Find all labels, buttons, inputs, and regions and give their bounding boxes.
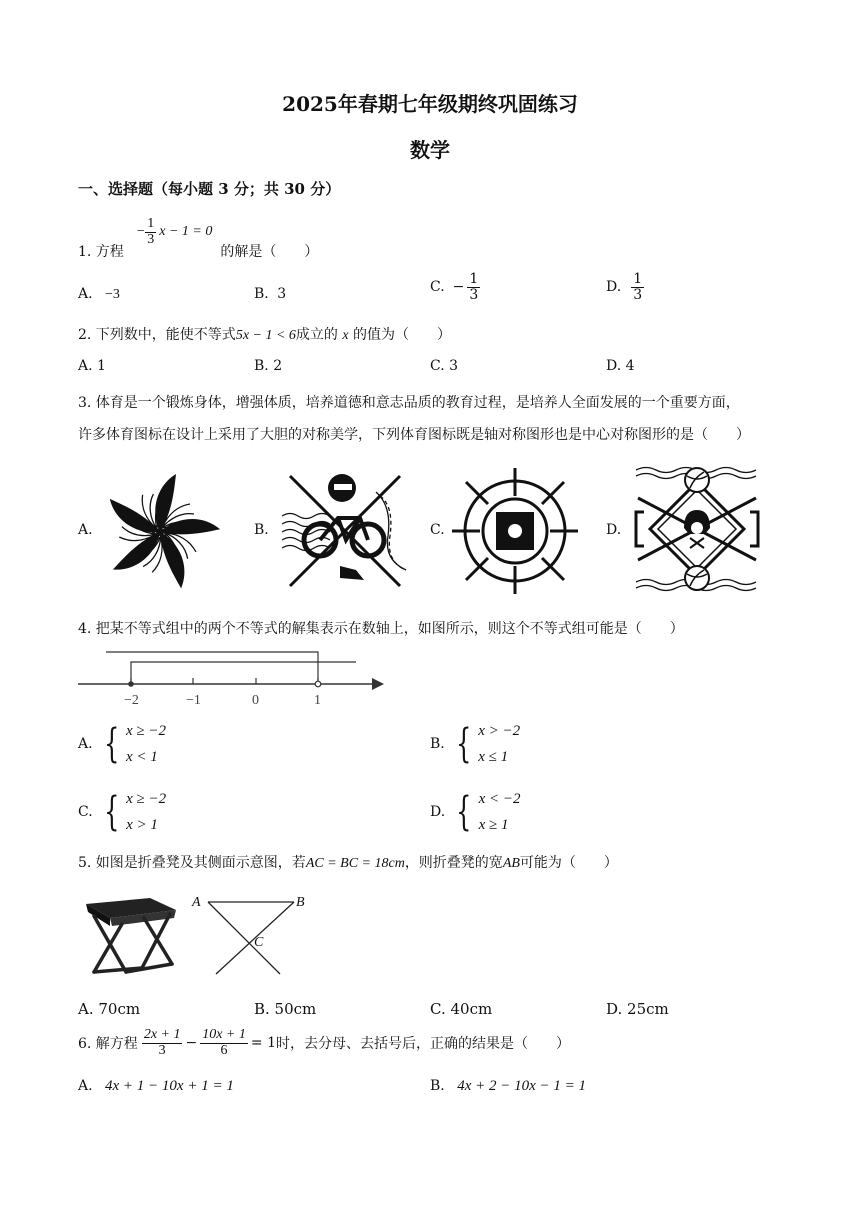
arrow-icon xyxy=(372,678,384,690)
q5-option-b[interactable]: B. 50cm xyxy=(254,1000,317,1018)
q2-text-mid: 成立的 xyxy=(295,327,338,343)
open-point xyxy=(315,681,321,687)
fraction-denominator: 6 xyxy=(220,1042,228,1058)
solution-set-1 xyxy=(131,662,356,684)
question-1-suffix: 的解是（ ） xyxy=(220,244,319,260)
q2-inequality: 5x − 1 < 6 xyxy=(235,328,296,343)
cycling-icon[interactable] xyxy=(280,466,410,596)
question-1 xyxy=(78,216,318,266)
option-value: −3 xyxy=(105,287,120,302)
fraction-numerator: 1 xyxy=(633,271,643,287)
inequality-system xyxy=(99,786,166,838)
option-label: C. xyxy=(430,279,445,296)
question-5 xyxy=(78,852,618,872)
equation-tail: x − 1 = 0 xyxy=(159,224,213,239)
system-line: x > 1 xyxy=(126,817,158,833)
option-label: A. xyxy=(78,286,93,302)
inequality-system xyxy=(99,718,166,770)
system-line: x ≥ 1 xyxy=(478,817,509,833)
system-line: x ≤ 1 xyxy=(478,749,509,765)
q2-option-c[interactable]: C. 3 xyxy=(430,358,459,374)
option-label: B. xyxy=(254,286,269,302)
q6-equals: = 1 xyxy=(250,1035,276,1052)
option-label: B. xyxy=(430,1078,445,1094)
question-3-line-1: 3. 体育是一个锻炼身体，增强体质，培养道德和意志品质的教育过程，是培养人全面发展的一个重要方面， xyxy=(78,395,740,411)
question-1-equation xyxy=(136,217,213,247)
q1-option-d[interactable] xyxy=(606,272,644,302)
option-label: A. xyxy=(78,736,93,752)
fraction-denominator: 3 xyxy=(633,286,643,303)
fraction-numerator: 1 xyxy=(469,271,479,287)
q2-text-after: 的值为（ ） xyxy=(353,327,452,343)
option-sign: − xyxy=(452,279,465,296)
subject-title: 数学 xyxy=(410,138,450,162)
tick-label: −1 xyxy=(186,693,201,708)
q4-option-d[interactable] xyxy=(430,786,521,838)
option-value: 3 xyxy=(277,286,287,302)
volleyball-icon[interactable] xyxy=(632,462,762,596)
q6-minus: − xyxy=(185,1035,198,1052)
brace-icon: { xyxy=(456,789,472,835)
question-3-line-2: 许多体育图标在设计上采用了大胆的对称美学，下列体育图标既是轴对称图形也是中心对称图形的是（ ） xyxy=(78,427,750,443)
q6-prefix: 6. 解方程 xyxy=(78,1036,138,1053)
q3-option-b-label[interactable]: B. xyxy=(254,522,269,538)
page-title: 2025年春期七年级期终巩固练习 xyxy=(282,92,578,116)
tick-label: −2 xyxy=(124,693,139,708)
question-4: 4. 把某不等式组中的两个不等式的解集表示在数轴上，如图所示，则这个不等式组可能是（ ） xyxy=(78,621,684,637)
q1-option-c[interactable] xyxy=(430,272,480,302)
option-label: B. xyxy=(430,736,445,752)
folding-stool-icon xyxy=(80,894,182,978)
target-icon[interactable] xyxy=(450,466,580,596)
system-line: x < 1 xyxy=(126,749,158,765)
option-fraction xyxy=(467,272,480,302)
fraction-numerator: 2x + 1 xyxy=(143,1027,181,1042)
fraction-denominator: 3 xyxy=(158,1042,166,1058)
q4-option-b[interactable] xyxy=(430,718,520,770)
fraction-denominator: 3 xyxy=(469,286,479,303)
solution-set-2 xyxy=(106,652,318,684)
q1-option-b[interactable] xyxy=(254,286,286,302)
closed-point xyxy=(128,681,134,687)
inequality-system xyxy=(451,718,520,770)
system-line: x ≥ −2 xyxy=(126,791,167,807)
q5-text-mid: ，则折叠凳的宽 xyxy=(404,855,503,871)
section-heading: 一、选择题（每小题 3 分；共 30 分） xyxy=(78,180,341,198)
q1-option-a[interactable] xyxy=(78,286,120,303)
option-value: 4x + 2 − 10x − 1 = 1 xyxy=(457,1078,587,1094)
q3-option-c-label[interactable]: C. xyxy=(430,522,445,538)
system-line: x < −2 xyxy=(478,791,521,807)
question-6 xyxy=(78,1028,570,1058)
number-line-diagram xyxy=(76,648,388,710)
system-line: x ≥ −2 xyxy=(126,723,167,739)
point-c-label: C xyxy=(254,935,264,950)
inequality-system xyxy=(451,786,520,838)
q2-option-b[interactable]: B. 2 xyxy=(254,358,283,374)
option-label: D. xyxy=(430,804,446,820)
question-1-prefix: 1. 方程 xyxy=(78,244,124,260)
point-b-label: B xyxy=(296,895,305,910)
q4-option-a[interactable] xyxy=(78,718,166,770)
q3-option-a-label[interactable]: A. xyxy=(78,522,93,538)
system-line: x > −2 xyxy=(478,723,521,739)
fraction-numerator: 1 xyxy=(147,215,155,231)
option-value: 4x + 1 − 10x + 1 = 1 xyxy=(105,1078,234,1094)
q5-var: AB xyxy=(502,856,520,871)
fraction-denominator: 3 xyxy=(147,231,155,247)
q5-option-d[interactable]: D. 25cm xyxy=(606,1000,669,1018)
option-label: C. xyxy=(78,804,93,820)
q6-fraction-2 xyxy=(200,1028,248,1058)
q6-suffix: 时，去分母、去括号后，正确的结果是（ ） xyxy=(275,1036,570,1053)
q2-var: x xyxy=(342,328,349,343)
question-2 xyxy=(78,324,451,344)
q5-text-before: 5. 如图是折叠凳及其侧面示意图，若 xyxy=(78,855,306,871)
option-label: A. xyxy=(78,1078,93,1094)
brace-icon: { xyxy=(103,721,119,767)
q6-option-a[interactable] xyxy=(78,1078,234,1095)
q5-text-after: 可能为（ ） xyxy=(519,855,618,871)
q2-option-a[interactable]: A. 1 xyxy=(78,358,106,374)
q2-option-d[interactable]: D. 4 xyxy=(606,358,635,374)
option-label: D. xyxy=(606,279,622,296)
tick-label: 0 xyxy=(252,693,259,708)
equation-fraction xyxy=(145,217,156,247)
q5-condition: AC = BC = 18cm xyxy=(305,856,405,871)
stool-side-diagram xyxy=(186,890,316,980)
fraction-numerator: 10x + 1 xyxy=(202,1027,246,1042)
q3-option-d-label[interactable]: D. xyxy=(606,522,622,538)
q4-option-c[interactable] xyxy=(78,786,166,838)
brace-icon: { xyxy=(103,789,120,835)
brace-icon: { xyxy=(455,721,472,767)
q5-option-c[interactable]: C. 40cm xyxy=(430,1000,493,1018)
tick-label: 1 xyxy=(314,693,321,708)
q2-text-before: 2. 下列数中，能使不等式 xyxy=(78,327,236,343)
point-a-label: A xyxy=(192,895,201,910)
option-fraction xyxy=(631,272,644,302)
q6-fraction-1 xyxy=(142,1028,183,1058)
q6-option-b[interactable] xyxy=(430,1078,586,1095)
pinwheel-icon[interactable] xyxy=(98,470,222,594)
q5-option-a[interactable]: A. 70cm xyxy=(78,1000,141,1018)
equation-minus: − xyxy=(135,224,146,239)
